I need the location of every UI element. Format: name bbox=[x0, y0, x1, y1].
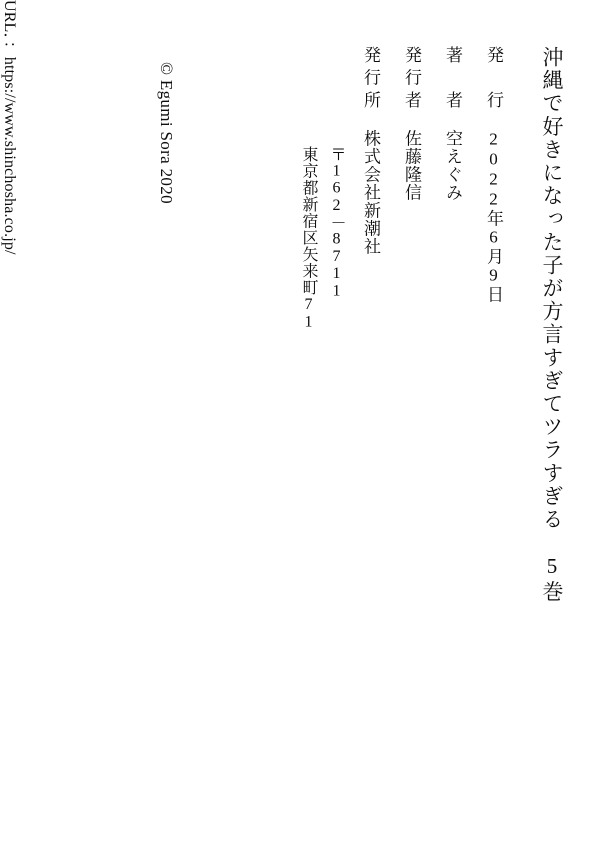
publisher-address: 東京都新宿区矢来町71 bbox=[300, 146, 317, 332]
author-row bbox=[444, 46, 461, 201]
publication-label: 発 行 bbox=[484, 46, 503, 114]
author-name: 空えぐみ bbox=[443, 129, 462, 202]
publisher-url-row[interactable] bbox=[0, 0, 23, 255]
copyright-notice: © Egumi Sora 2020 bbox=[157, 62, 176, 204]
publisher-url[interactable]: https://www.shinchosha.co.jp/ bbox=[1, 56, 18, 255]
publisher-label: 発行所 bbox=[361, 46, 380, 114]
publisher-row bbox=[362, 46, 379, 255]
author-label: 著 者 bbox=[443, 46, 462, 114]
issuer-name: 佐藤隆信 bbox=[402, 129, 421, 202]
issuer-label: 発行者 bbox=[402, 46, 421, 114]
publisher-postal-code: 〒162－8711 bbox=[328, 146, 345, 300]
publication-row bbox=[485, 46, 502, 304]
issuer-row bbox=[403, 46, 420, 201]
book-title: 沖縄で好きになった子が方言すぎてツラすぎる 5巻 bbox=[540, 46, 564, 604]
publication-date: 2022年6月9日 bbox=[484, 129, 503, 304]
publisher-url-label: URL．： bbox=[1, 0, 18, 57]
publisher-name: 株式会社新潮社 bbox=[361, 129, 380, 256]
